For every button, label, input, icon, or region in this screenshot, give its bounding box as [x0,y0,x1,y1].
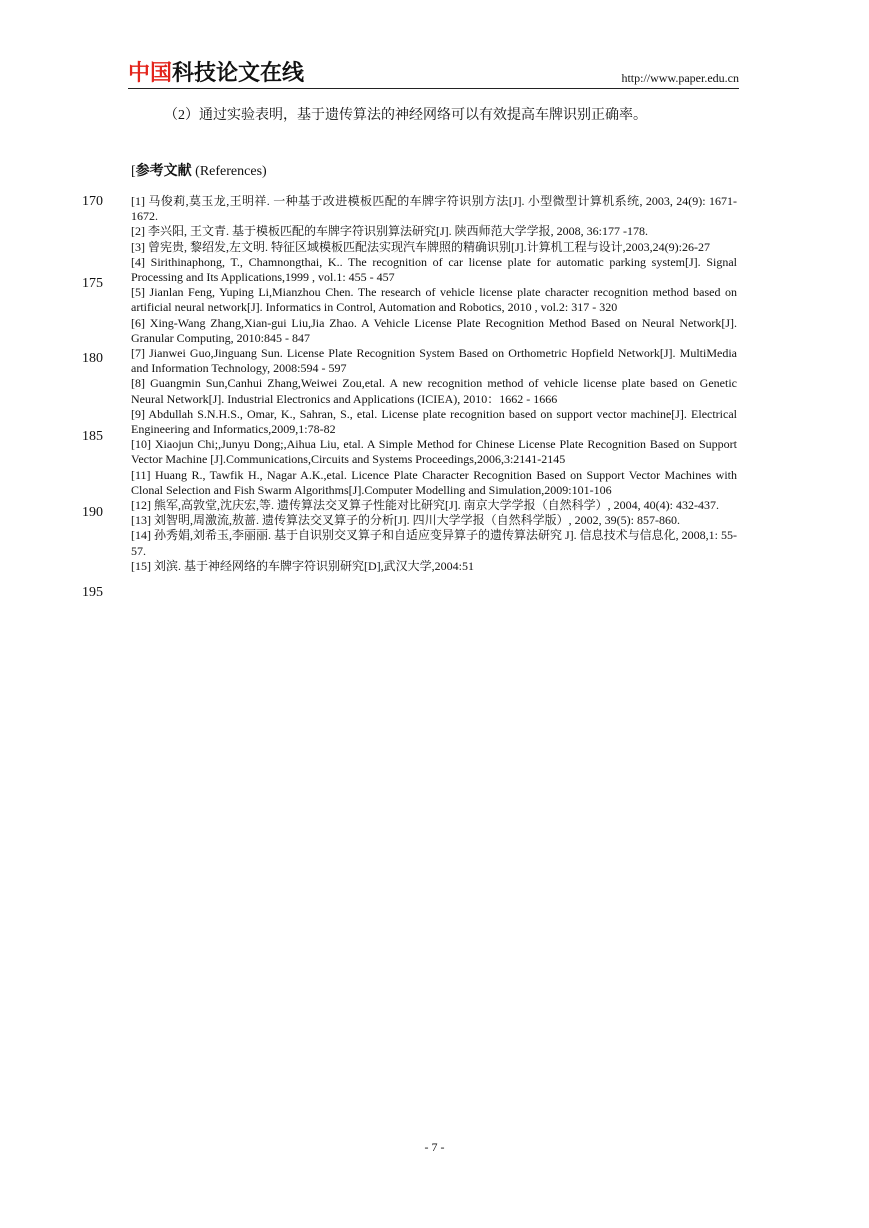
line-number: 190 [82,505,103,520]
site-logo [128,62,304,86]
line-number: 170 [82,194,103,209]
page-number: - 7 - [424,1140,445,1154]
reference-item: [11] Huang R., Tawfik H., Nagar A.K.,etal. Licence Plate Character Recognition Based on Support Vector Machines with Clonal Selection and Fish Swarm Algorithms[J].Computer Modelling and Simulation,2009:101-106 [131,467,737,497]
conclusion-item: （2）通过实验表明，基于遗传算法的神经网络可以有效提高车牌识别正确率。 [164,108,647,123]
reference-item: [9] Abdullah S.N.H.S., Omar, K., Sahran, S., etal. License plate recognition based on support vector machine[J]. Electrical Engineering and Informatics,2009,1:78-82 [131,406,737,437]
reference-item: [4] Sirithinaphong, T., Chamnongthai, K.. The recognition of car license plate for automatic parking system[J]. Signal Processing and Its Applications,1999 , vol.1: 455 - 457 [131,254,737,285]
references-heading [131,160,267,180]
reference-item: [3] 曾宪贵, 黎绍发,左文明. 特征区域模板匹配法实现汽车牌照的精确识别[J].计算机工程与设计,2003,24(9):26-27 [131,239,710,254]
page-header [128,62,739,89]
references-list [131,194,737,574]
reference-item: [15] 刘滨. 基于神经网络的车牌字符识别研究[D],武汉大学,2004:51 [131,558,474,573]
reference-item: [14] 孙秀娟,刘希玉,李丽丽. 基于自识别交叉算子和自适应变异算子的遗传算法研究 J]. 信息技术与信息化, 2008,1: 55-57. [131,528,737,558]
line-number: 195 [82,585,103,600]
reference-item: [7] Jianwei Guo,Jinguang Sun. License Plate Recognition System Based on Orthometric Hopfield Network[J]. MultiMedia and Information Technology, 2008:594 - 597 [131,346,737,376]
reference-item: [13] 刘智明,周激流,敖蔷. 遗传算法交叉算子的分析[J]. 四川大学学报（自然科学版）, 2002, 39(5): 857-860. [131,513,680,528]
reference-item: [8] Guangmin Sun,Canhui Zhang,Weiwei Zou,etal. A new recognition method of vehicle license plate based on Genetic Neural Network[J]. Industrial Electronics and Applications (ICIEA), 2010：1662 - 1666 [131,376,737,406]
reference-item: [10] Xiaojun Chi;,Junyu Dong;,Aihua Liu, etal. A Simple Method for Chinese License Plate Recognition Based on Support Vector Machine [J].Communications,Circuits and Systems Proceedings,2006,3:2141-2145 [131,437,737,467]
reference-item: [1] 马俊莉,莫玉龙,王明祥. 一种基于改进模板匹配的车牌字符识别方法[J]. 小型微型计算机系统, 2003, 24(9): 1671-1672. [131,194,737,224]
line-number: 180 [82,351,103,366]
reference-item: [2] 李兴阳, 王文青. 基于模板匹配的车牌字符识别算法研究[J]. 陕西师范大学学报, 2008, 36:177 -178. [131,224,648,239]
line-number: 185 [82,429,103,444]
logo-black-text: 科技论文在线 [172,61,305,86]
reference-item: [6] Xing-Wang Zhang,Xian-gui Liu,Jia Zhao. A Vehicle License Plate Recognition Method Based on Neural Network[J]. Granular Computing, 2010:845 - 847 [131,315,737,345]
reference-item: [12] 熊军,高敦堂,沈庆宏,等. 遗传算法交叉算子性能对比研究[J]. 南京大学学报（自然科学）, 2004, 40(4): 432-437. [131,498,719,513]
line-number: 175 [82,276,103,291]
logo-red-text: 中国 [128,61,173,86]
reference-item: [5] Jianlan Feng, Yuping Li,Mianzhou Chen. The research of vehicle license plate character recognition method based on artificial neural network[J]. Informatics in Control, Automation and Robotics, 2010 , vol.2: 317 - 320 [131,285,737,315]
references-heading-bracket: [ [131,164,136,179]
references-heading-en: (References) [191,164,267,179]
header-url[interactable]: http://www.paper.edu.cn [621,71,739,85]
references-heading-cn: 参考文献 [135,163,192,179]
